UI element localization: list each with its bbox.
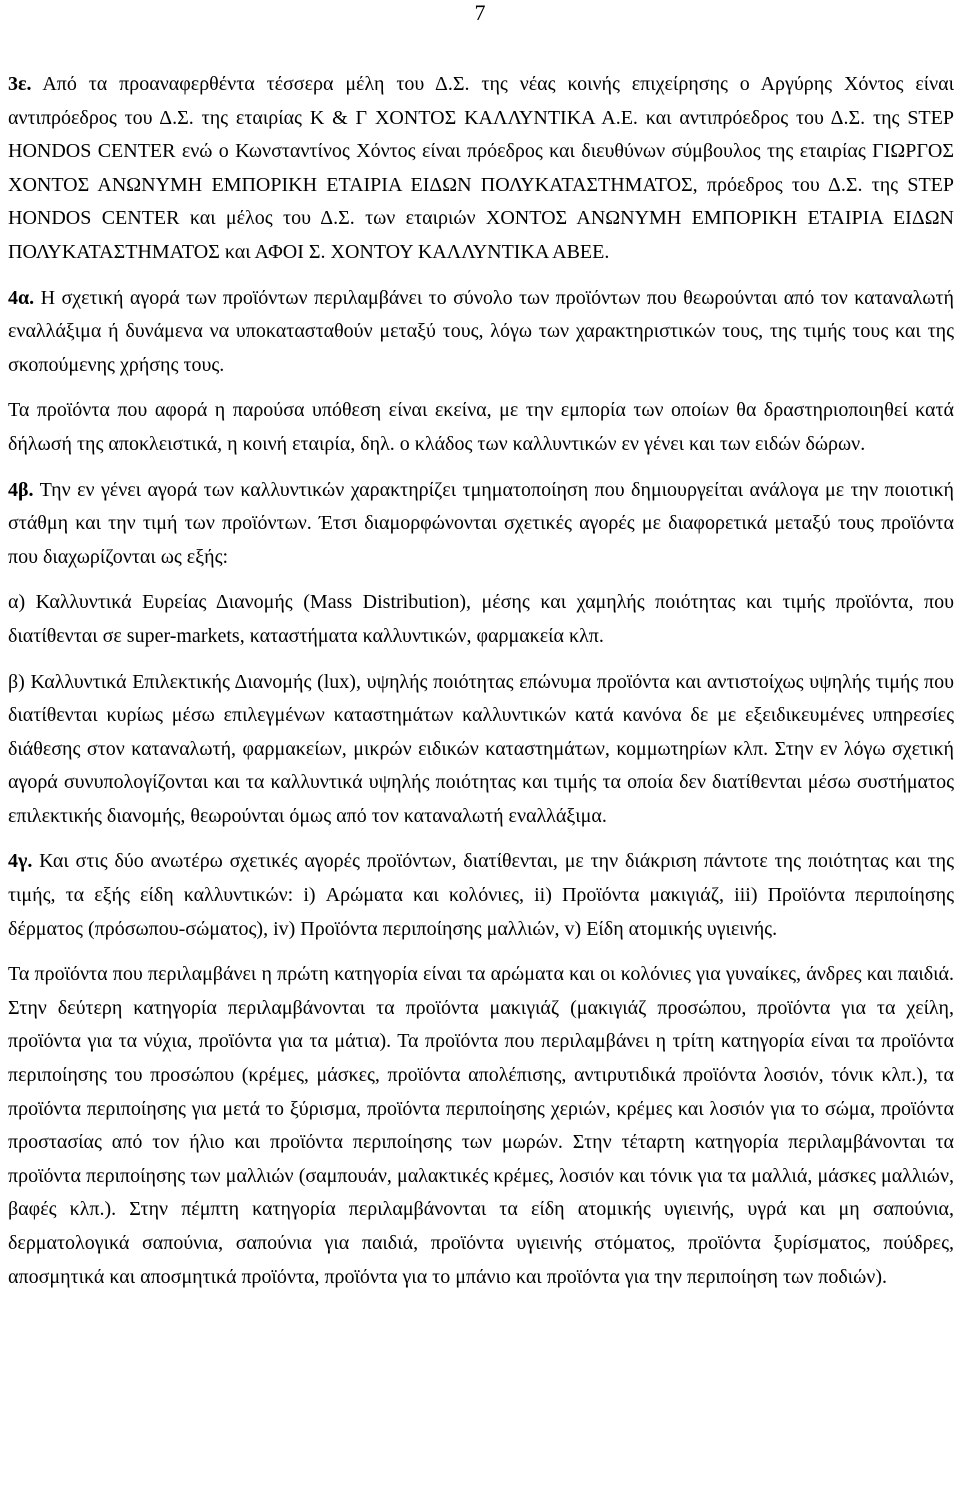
paragraph-categories [8,958,954,1294]
paragraph-label: 4γ. [8,850,33,873]
document-body [8,68,954,1294]
paragraph-4a-products [8,394,954,461]
paragraph-4c [8,845,954,946]
paragraph-label: 4β. [8,478,34,501]
paragraph-text: Τα προϊόντα που περιλαμβάνει η πρώτη κατηγορία είναι τα αρώματα και οι κολόνιες για γυναίκες, άνδρες και παιδιά. Στην δεύτερη κατηγορία περιλαμβάνονται τα προϊόντα μακιγιάζ (μακιγιάζ προσώπου, προϊόντα για τα χείλη, προϊόντα για τα νύχια, προϊόντα για τα μάτια). Τα προϊόντα που περιλαμβάνει η τρίτη κατηγορία είναι τα προϊόντα περιποίησης του προσώπου (κρέμες, μάσκες, προϊόντα απολέπισης, αντιρυτιδικά προϊόντα λοσιόν, τόνικ κλπ.), τα προϊόντα περιποίησης για μετά το ξύρισμα, προϊόντα περιποίησης χεριών, κρέμες και λοσιόν για το σώμα, προϊόντα προστασίας από τον ήλιο και προϊόντα περιποίησης των μωρών. Στην τέταρτη κατηγορία περιλαμβάνονται τα προϊόντα περιποίησης των μαλλιών (σαμπουάν, μαλακτικές κρέμες, λοσιόν και τόνικ για τα μαλλιά, μάσκες μαλλιών, βαφές κλπ.). Στην πέμπτη κατηγορία περιλαμβάνονται τα είδη ατομικής υγιεινής, υγρά και μη σαπούνια, δερματολογικά σαπούνια, σαπούνια για παιδιά, προϊόντα υγιεινής στόματος, προϊόντα ξυρίσματος, πούδρες, αποσμητικά και αποσμητικά προϊόντα, προϊόντα για το μπάνιο και προϊόντα για την περιποίηση των ποδιών). [8,963,954,1288]
paragraph-text: Την εν γένει αγορά των καλλυντικών χαρακτηρίζει τμηματοποίηση που δημιουργείται ανάλογα με την ποιοτική στάθμη και την τιμή των προϊόντων. Έτσι διαμορφώνονται σχετικές αγορές με διαφορετικά μεταξύ τους προϊόντα που διαχωρίζονται ως εξής: [8,478,954,568]
paragraph-label: 3ε. [8,73,32,95]
paragraph-4a [8,282,954,383]
paragraph-text: Από τα προαναφερθέντα τέσσερα μέλη του Δ.Σ. της νέας κοινής επιχείρησης ο Αργύρης Χόντος είναι αντιπρόεδρος του Δ.Σ. της εταιρίας Κ & Γ ΧΟΝΤΟΣ ΚΑΛΛΥΝΤΙΚΑ Α.Ε. και αντιπρόεδρος του Δ.Σ. της STEP HONDOS CENTER ενώ ο Κωνσταντίνος Χόντος είναι πρόεδρος και διευθύνων σύμβουλος της εταιρίας ΓΙΩΡΓΟΣ ΧΟΝΤΟΣ ΑΝΩΝΥΜΗ ΕΜΠΟΡΙΚΗ ΕΤΑΙΡΙΑ ΕΙΔΩΝ ΠΟΛΥΚΑΤΑΣΤΗΜΑΤΟΣ, πρόεδρος του Δ.Σ. της STEP HONDOS CENTER και μέλος του Δ.Σ. των εταιριών ΧΟΝΤΟΣ ΑΝΩΝΥΜΗ ΕΜΠΟΡΙΚΗ ΕΤΑΙΡΙΑ ΕΙΔΩΝ ΠΟΛΥΚΑΤΑΣΤΗΜΑΤΟΣ και ΑΦΟΙ Σ. ΧΟΝΤΟΥ ΚΑΛΛΥΝΤΙΚΑ ΑΒΕΕ. [8,73,955,263]
paragraph-selective-distribution [8,666,954,834]
paragraph-text: Τα προϊόντα που αφορά η παρούσα υπόθεση είναι εκείνα, με την εμπορία των οποίων θα δραστηριοποιηθεί κατά δήλωσή της αποκλειστικά, η κοινή εταιρία, δηλ. ο κλάδος των καλλυντικών εν γένει και των ειδών δώρων. [8,399,954,455]
paragraph-3e [8,68,954,270]
paragraph-text: Και στις δύο ανωτέρω σχετικές αγορές προϊόντων, διατίθενται, με την διάκριση πάντοτε της ποιότητας και της τιμής, τα εξής είδη καλλυντικών: i) Αρώματα και κολόνιες, ii) Προϊόντα μακιγιάζ, iii) Προϊόντα περιποίησης δέρματος (πρόσωπου-σώματος), iv) Προϊόντα περιποίησης μαλλιών, v) Είδη ατομικής υγιεινής. [8,850,955,940]
paragraph-text: α) Καλλυντικά Ευρείας Διανομής (Mass Distribution), μέσης και χαμηλής ποιότητας και τιμής προϊόντα, που διατίθενται σε super-markets, καταστήματα καλλυντικών, φαρμακεία κλπ. [8,591,954,647]
paragraph-text: Η σχετική αγορά των προϊόντων περιλαμβάνει το σύνολο των προϊόντων που θεωρούνται από τον καταναλωτή εναλλάξιμα ή δυνάμενα να υποκατασταθούν μεταξύ τους, λόγω των χαρακτηριστικών τους, της τιμής τους και της σκοπούμενης χρήσης τους. [8,286,954,376]
paragraph-4b [8,474,954,575]
paragraph-mass-distribution [8,586,954,653]
page-number: 7 [474,0,486,25]
paragraph-label: 4α. [8,286,35,309]
paragraph-text: β) Καλλυντικά Επιλεκτικής Διανομής (lux), υψηλής ποιότητας επώνυμα προϊόντα και αντιστοίχως υψηλής τιμής που διατίθενται κυρίως μέσω επιλεγμένων καταστημάτων καλλυντικών κατά κανόνα δε με εξειδικευμένες υπηρεσίες διάθεσης στον καταναλωτή, φαρμακείων, μικρών ειδικών καταστημάτων, κομμωτηρίων κλπ. Στην εν λόγω σχετική αγορά συνυπολογίζονται και τα καλλυντικά υψηλής ποιότητας και τιμής τα οποία δεν διατίθενται μέσω συστήματος επιλεκτικής διανομής, θεωρούνται όμως από τον καταναλωτή εναλλάξιμα. [8,670,954,827]
